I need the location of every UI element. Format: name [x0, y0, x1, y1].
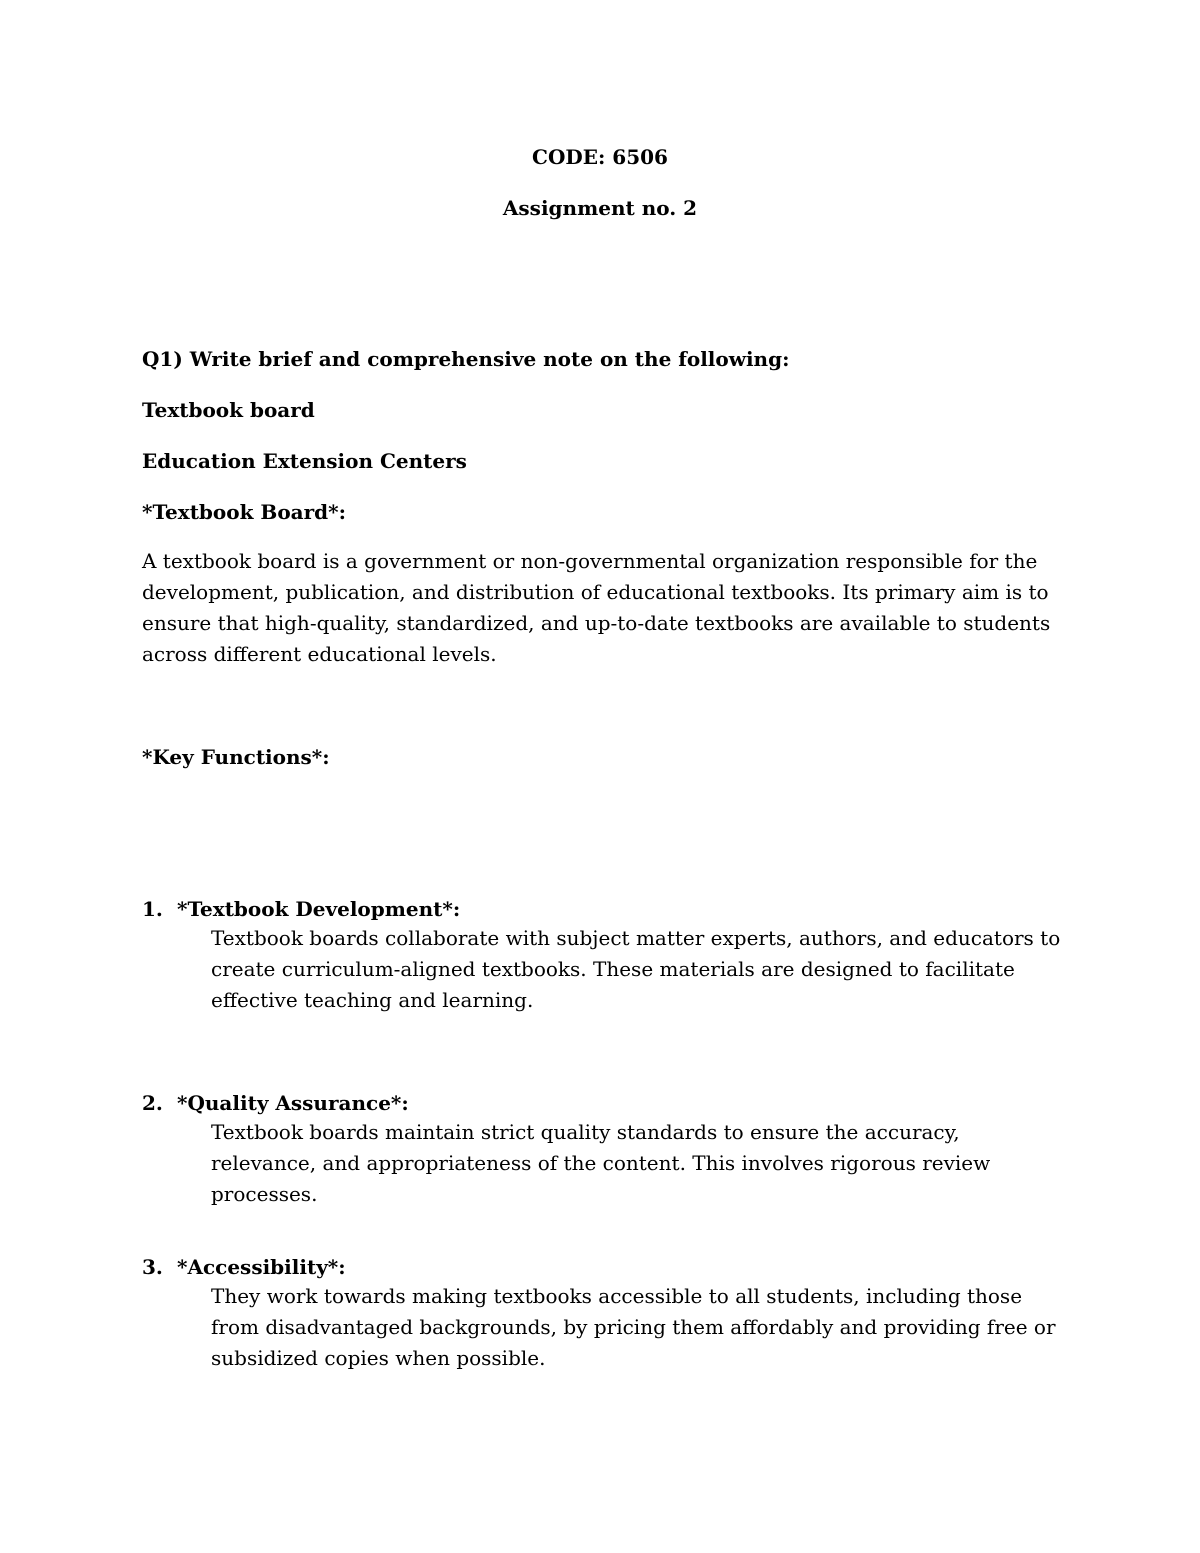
list-item-body: They work towards making textbooks accessible to all students, including those from disadvantaged backgrounds, by pricing them affordably and providing free or subsidized copies when possible.	[211, 1284, 1056, 1370]
code-heading: CODE: 6506	[532, 145, 668, 169]
list-item-number: 3.	[142, 1255, 163, 1279]
list-item-body: Textbook boards collaborate with subject matter experts, authors, and educators to create curriculum-aligned textbooks. These materials are designed to facilitate effective teaching and learning.	[211, 926, 1061, 1012]
question-title: Q1) Write brief and comprehensive note on the following:	[142, 347, 790, 371]
topic-textbook-board: Textbook board	[142, 398, 315, 422]
key-functions-heading: *Key Functions*:	[142, 745, 330, 769]
section-heading: *Textbook Board*:	[142, 500, 346, 524]
list-item-number: 2.	[142, 1091, 163, 1115]
list-item-title: *Accessibility*:	[177, 1255, 346, 1279]
list-item-number: 1.	[142, 897, 163, 921]
topic-education-extension-centers: Education Extension Centers	[142, 449, 467, 473]
list-item-title: *Quality Assurance*:	[177, 1091, 409, 1115]
list-item-body: Textbook boards maintain strict quality standards to ensure the accuracy, relevance, and appropriateness of the content. This involves rigorous review processes.	[211, 1120, 991, 1206]
section-paragraph: A textbook board is a government or non-governmental organization responsible for the development, publication, and distribution of educational textbooks. Its primary aim is to ensure that high-quality, standardized, and up-to-date textbooks are available to students across different educational levels.	[142, 549, 1051, 666]
assignment-heading: Assignment no. 2	[502, 196, 698, 220]
list-item-title: *Textbook Development*:	[177, 897, 461, 921]
